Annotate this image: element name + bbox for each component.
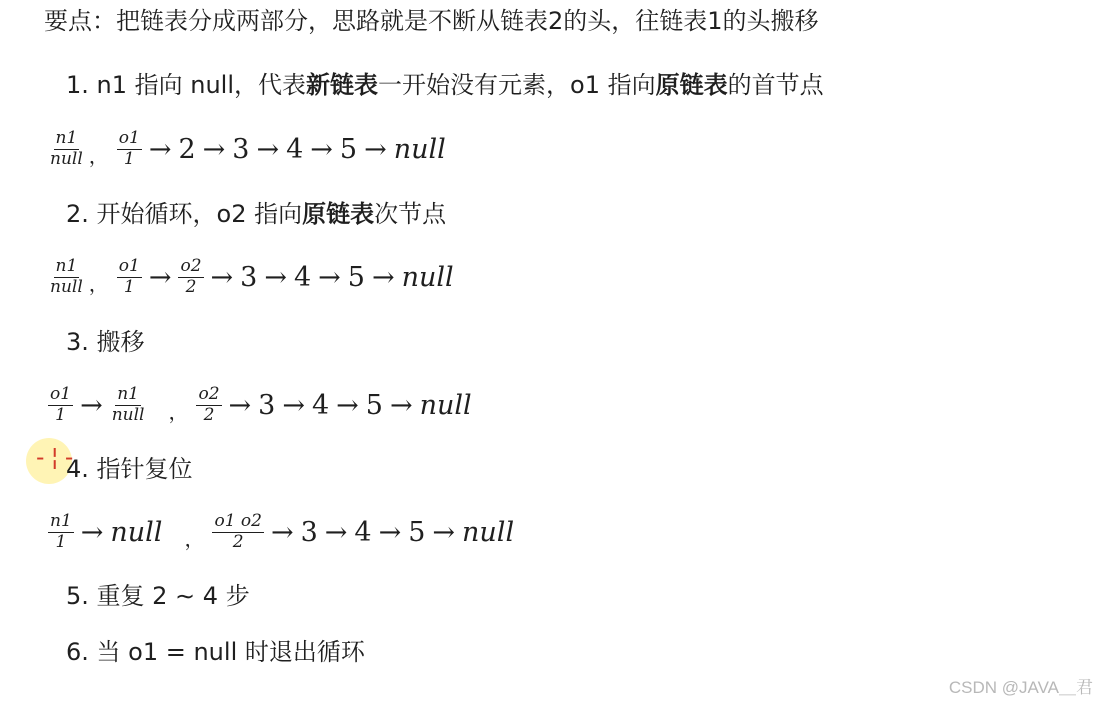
frac-den: null: [50, 276, 83, 297]
frac-o2-2: [178, 258, 203, 297]
step-1-pre: 1. n1 指向 null，代表: [66, 71, 307, 99]
frac-o1-1: [117, 130, 142, 169]
step-4-text: 4. 指针复位: [66, 455, 193, 483]
chain-arrow: →: [80, 516, 104, 548]
step-3-formula: [46, 386, 474, 425]
step-3-text: 3. 搬移: [66, 328, 145, 356]
heading: 要点：把链表分成两部分，思路就是不断从链表2的头，往链表1的头搬移: [44, 7, 819, 35]
frac-o1-1: [117, 258, 142, 297]
chain-node: 3: [232, 133, 250, 165]
step-1-formula: [46, 130, 448, 169]
frac-num: n1: [55, 256, 78, 276]
chain-arrow: →: [148, 261, 172, 293]
chain-arrow: →: [228, 389, 252, 421]
separator: ，: [184, 526, 205, 551]
chain-node: 4: [286, 133, 304, 165]
chain-node: 4: [293, 261, 312, 293]
separator: ，: [88, 271, 109, 296]
chain-arrow: →: [378, 516, 402, 548]
frac-den: 1: [55, 531, 67, 552]
chain-arrow: →: [264, 261, 287, 293]
step-6-text: 6. 当 o1 = null 时退出循环: [66, 638, 365, 666]
frac-den: null: [50, 148, 83, 169]
chain-node: 4: [311, 389, 330, 421]
chain-arrow: →: [282, 389, 305, 421]
chain-null: null: [462, 516, 515, 548]
chain-arrow: →: [318, 261, 341, 293]
chain-arrow: →: [210, 261, 234, 293]
frac-n1-1: [48, 513, 74, 552]
frac-n1-null: [48, 130, 85, 169]
frac-den: 2: [185, 276, 197, 297]
frac-num: o1: [50, 384, 72, 404]
frac-o1-1: [48, 386, 73, 425]
frac-den: 2: [232, 531, 244, 552]
frac-num: o2: [198, 384, 220, 404]
frac-den: 1: [55, 404, 66, 425]
frac-num: n1: [55, 128, 78, 148]
chain-arrow: →: [324, 516, 348, 548]
chain-null: null: [110, 516, 163, 548]
chain-node: 5: [365, 389, 383, 421]
frac-o1o2-2: [212, 513, 264, 552]
frac-den: 1: [123, 276, 135, 297]
step-2-pre: 2. 开始循环，o2 指向: [66, 200, 303, 228]
frac-n1-null: [48, 258, 85, 297]
frac-den: 2: [203, 404, 215, 425]
chain-arrow: →: [364, 133, 387, 165]
step-1-text: [66, 73, 824, 97]
chain-arrow: →: [432, 516, 456, 548]
chain-node: 2: [178, 133, 196, 165]
step-1-bold-1: 新链表: [306, 71, 379, 99]
chain-arrow: →: [148, 133, 172, 165]
chain-arrow: →: [270, 516, 294, 548]
step-2-text: [66, 202, 446, 226]
step-2-formula: [46, 258, 456, 297]
frac-den: null: [111, 404, 145, 425]
chain-null: null: [393, 133, 446, 165]
move-cursor-icon: -¦-: [33, 443, 77, 471]
chain-node: 3: [258, 389, 276, 421]
frac-den: 1: [123, 148, 135, 169]
chain-arrow: →: [389, 389, 413, 421]
chain-null: null: [401, 261, 454, 293]
step-4-formula: [46, 513, 516, 552]
chain-arrow: →: [256, 133, 280, 165]
chain-arrow: →: [80, 389, 103, 421]
frac-num: o1: [118, 256, 140, 276]
step-1-post: 的首节点: [727, 71, 824, 99]
frac-num: o1 o2: [214, 511, 262, 531]
separator: ，: [88, 143, 109, 168]
chain-node: 5: [347, 261, 365, 293]
step-1-mid: 一开始没有元素，o1 指向: [378, 71, 656, 99]
chain-arrow: →: [371, 261, 395, 293]
chain-node: 4: [354, 516, 372, 548]
frac-num: n1: [50, 511, 72, 531]
chain-arrow: →: [310, 133, 333, 165]
frac-num: o2: [180, 256, 202, 276]
step-5-text: 5. 重复 2 ∼ 4 步: [66, 582, 250, 610]
chain-arrow: →: [202, 133, 226, 165]
step-2-post: 次节点: [374, 200, 447, 228]
chain-arrow: →: [336, 389, 359, 421]
frac-o2-2: [196, 386, 221, 425]
step-2-bold: 原链表: [302, 200, 375, 228]
frac-n1-null: [110, 386, 147, 425]
separator: ，: [168, 399, 189, 424]
chain-node: 3: [300, 516, 318, 548]
watermark: CSDN @JAVA＿君: [948, 678, 1093, 697]
chain-node: 5: [408, 516, 426, 548]
chain-node: 3: [240, 261, 258, 293]
frac-num: o1: [118, 128, 140, 148]
step-1-bold-2: 原链表: [655, 71, 728, 99]
frac-num: n1: [117, 384, 139, 404]
chain-null: null: [419, 389, 472, 421]
chain-node: 5: [339, 133, 358, 165]
